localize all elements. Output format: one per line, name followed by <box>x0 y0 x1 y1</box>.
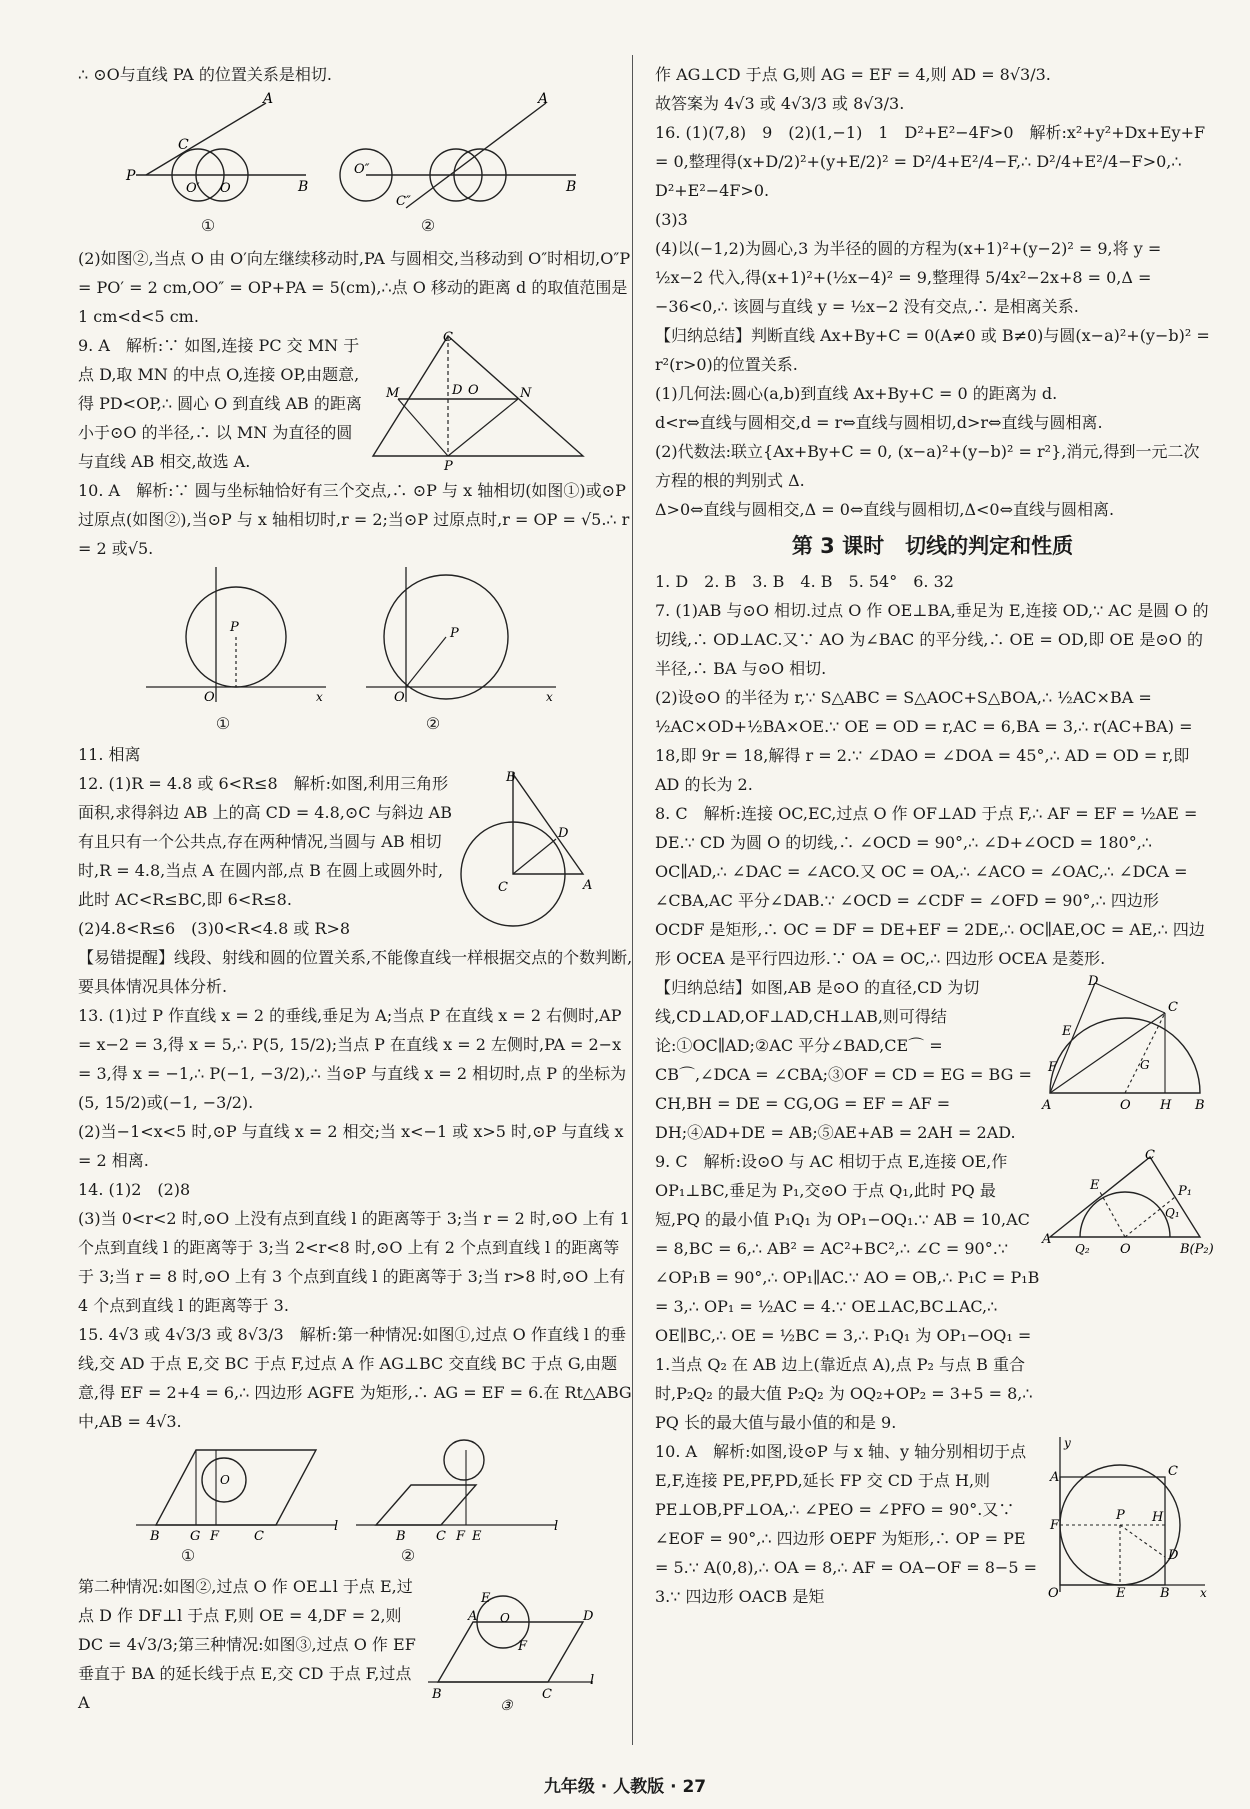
paragraph: 12. (1)R = 4.8 或 6<R≤8 解析:如图,利用三角形面积,求得斜边 AB 上的高 CD = 4.8,⊙C 与斜边 AB 有且只有一个公共点,存在两种情况,当圆与 AB 相切时,R = 4.8,当点 A 在圆内部,点 B 在圆上或圆外时,此时 AC<R≤BC,即 6<R≤8. <box>78 774 452 909</box>
svg-text:H: H <box>1160 1098 1172 1113</box>
svg-text:C: C <box>1168 1000 1178 1015</box>
svg-text:F: F <box>455 1529 465 1544</box>
svg-text:A: A <box>537 91 548 107</box>
svg-text:C: C <box>435 1529 446 1544</box>
svg-text:B(P₂): B(P₂) <box>1180 1242 1214 1257</box>
svg-text:E: E <box>471 1529 481 1544</box>
svg-text:B: B <box>565 179 576 195</box>
paragraph: 【易错提醒】线段、射线和圆的位置关系,不能像直线一样根据交点的个数判断,要具体情况具体分析. <box>78 948 633 996</box>
paragraph: (2)设⊙O 的半径为 r,∵ S△ABC = S△AOC+S△BOA,∴ ½AC×BA = ½AC×OD+½BA×OE.∵ OE = OD = r,AC = 6,BA = 3,∴ r(AC+BA) = 18,即 9r = 18,解得 r = 2.∵ ∠DAO = ∠DOA = 45°,∴ AD = OD = r,即 AD 的长为 2. <box>655 688 1193 794</box>
svg-text:O: O <box>1120 1098 1131 1113</box>
page-footer: 九年级 · 人教版 · 27 <box>543 1777 707 1797</box>
paragraph: 8. C 解析:连接 OC,EC,过点 O 作 OF⊥AD 于点 F,∴ AF = EF = ½AE = DE.∵ CD 为圆 O 的切线,∴ ∠OCD = 90°,∴ ∠D+∠OCD = 180°,∴ OC∥AD,∴ ∠DAC = ∠ACO.又 OC = OA,∴ ∠ACO = ∠OAC,∴ ∠DCA = ∠CBA,AC 平分∠DAB.∵ ∠OCD = ∠CDF = ∠OFD = 90°,∴ 四边形 OCDF 是矩形,∴ OC = DF = DE+EF = 2DE,∴ OC∥AE,OC = AE,∴ 四边形 OCEA 是平行四边形.∵ OA = OC,∴ 四边形 OCEA 是菱形. <box>655 804 1205 968</box>
paragraph: (2)当−1<x<5 时,⊙P 与直线 x = 2 相交;当 x<−1 或 x>5 时,⊙P 与直线 x = 2 相离. <box>78 1122 624 1170</box>
svg-text:A: A <box>1042 1232 1052 1247</box>
paragraph: Δ>0⇔直线与圆相交,Δ = 0⇔直线与圆相切,Δ<0⇔直线与圆相离. <box>655 500 1115 519</box>
paragraph: 10. A 解析:∵ 圆与坐标轴恰好有三个交点,∴ ⊙P 与 x 轴相切(如图①)或⊙P 过原点(如图②),当⊙P 与 x 轴相切时,r = 2;当⊙P 过原点时,r = OP = √5.∴ r = 2 或√5. <box>78 481 630 558</box>
paragraph: (4)以(−1,2)为圆心,3 为半径的圆的方程为(x+1)²+(y−2)² = 9,将 y = ½x−2 代入,得(x+1)²+(½x−4)² = 9,整理得 5/4x²−2x+8 = 0,Δ = −36<0,∴ 该圆与直线 y = ½x−2 没有交点,∴ 是相离关系. <box>655 239 1162 316</box>
svg-text:A: A <box>583 878 593 893</box>
svg-text:O: O <box>468 383 479 398</box>
svg-text:D: D <box>452 383 463 398</box>
figure-right-triangle <box>458 769 608 909</box>
svg-text:O: O <box>393 690 405 705</box>
paragraph: 1. D 2. B 3. B 4. B 5. 54° 6. 32 <box>655 572 954 591</box>
svg-text:Q₂: Q₂ <box>1075 1242 1090 1256</box>
svg-text:l: l <box>553 1519 558 1534</box>
paragraph: ∴ ⊙O与直线 PA 的位置关系是相切. <box>78 65 332 84</box>
svg-text:C: C <box>1145 1148 1155 1163</box>
svg-text:C″: C″ <box>395 194 411 209</box>
paragraph: d<r⇔直线与圆相交,d = r⇔直线与圆相切,d>r⇔直线与圆相离. <box>655 413 1103 432</box>
svg-text:O: O <box>1048 1586 1059 1601</box>
figure-circle-rect <box>1040 1436 1210 1601</box>
svg-text:O: O <box>219 181 231 196</box>
svg-text:F: F <box>1048 1060 1058 1075</box>
svg-text:y: y <box>1064 1436 1071 1450</box>
figure-number: ② <box>425 714 441 733</box>
svg-text:P: P <box>125 168 135 184</box>
left-column <box>78 60 633 1717</box>
svg-text:B: B <box>1195 1098 1205 1113</box>
summary-box: 【归纳总结】判断直线 Ax+By+C = 0(A≠0 或 B≠0)与圆(x−a)²+(y−b)² = r²(r>0)的位置关系. <box>655 326 1210 374</box>
paragraph: 15. 4√3 或 4√3/3 或 8√3/3 解析:第一种情况:如图①,过点 O 作直线 l 的垂线,交 AD 于点 E,交 BC 于点 F,过点 A 作 AG⊥BC 交直线 BC 于点 G,由题意,得 EF = 2+4 = 6,∴ 四边形 AGFE 为矩形,∴ AG = EF = 6.在 Rt△ABG 中,AB = 4√3. <box>78 1325 632 1431</box>
svg-text:C: C <box>498 880 508 895</box>
figure-triangle-mn <box>368 330 588 474</box>
paragraph: 13. (1)过 P 作直线 x = 2 的垂线,垂足为 A;当点 P 在直线 x = 2 右侧时,AP = x−2 = 3,得 x = 5,∴ P(5, 15/2);当点 P 在直线 x = 2 左侧时,PA = 2−x = 3,得 x = −1,∴ P(−1, −3/2),∴ 当⊙P 与直线 x = 2 相切时,点 P 的坐标为(5, 15/2)或(−1, −3/2). <box>78 1006 627 1112</box>
paragraph: 9. C 解析:设⊙O 与 AC 相切于点 E,连接 OE,作 OP₁⊥BC,垂足为 P₁,交⊙O 于点 Q₁,此时 PQ 最短,PQ 的最小值 P₁Q₁ 为 OP₁−OQ₁.∵ AB = 10,AC = 8,BC = 6,∴ AB² = AC²+BC²,∴ ∠C = 90°.∵ ∠OP₁B = 90°,∴ OP₁∥AC.∵ AO = OB,∴ P₁C = P₁B = 3,∴ OP₁ = ½AC = 4.∵ OE⊥AC,BC⊥AC,∴ OE∥BC,∴ OE = ½BC = 3,∴ P₁Q₁ 为 OP₁−OQ₁ = 1.当点 Q₂ 在 AB 边上(靠近点 A),点 P₂ 与点 B 重合时,P₂Q₂ 的最大值 P₂Q₂ 为 OQ₂+OP₂ = 3+5 = 8,∴ PQ 长的最大值与最小值的和是 9. <box>655 1152 1040 1432</box>
svg-text:D: D <box>1088 974 1099 989</box>
svg-text:A: A <box>262 91 273 107</box>
figure-tangent-circles <box>126 93 586 213</box>
paragraph: (2)代数法:联立{Ax+By+C = 0, (x−a)²+(y−b)² = r²},消元,得到一元二次方程的根的判别式 Δ. <box>655 442 1200 490</box>
svg-text:P: P <box>1116 1508 1125 1523</box>
svg-text:C: C <box>253 1529 264 1544</box>
svg-text:x: x <box>545 690 553 704</box>
paragraph: (3)当 0<r<2 时,⊙O 上没有点到直线 l 的距离等于 3;当 r = 2 时,⊙O 上有 1 个点到直线 l 的距离等于 3;当 2<r<8 时,⊙O 上有 2 个点到直线 l 的距离等于 3;当 r = 8 时,⊙O 上有 3 个点到直线 l 的距离等于 3;当 r>8 时,⊙O 上有 4 个点到直线 l 的距离等于 3. <box>78 1209 630 1315</box>
svg-text:B: B <box>432 1687 442 1702</box>
svg-text:N: N <box>520 386 532 401</box>
svg-text:G: G <box>1140 1058 1150 1072</box>
svg-text:Q₁: Q₁ <box>1165 1206 1180 1220</box>
svg-text:x: x <box>315 690 323 704</box>
paragraph: 9. A 解析:∵ 如图,连接 PC 交 MN 于点 D,取 MN 的中点 O,连接 OP,由题意,得 PD<OP,∴ 圆心 O 到直线 AB 的距离小于⊙O 的半径,∴ 以 MN 为直径的圆与直线 AB 相交,故选 A. <box>78 336 362 471</box>
svg-text:C: C <box>542 1687 552 1702</box>
figure-number: ① <box>180 1546 196 1565</box>
paragraph: 14. (1)2 (2)8 <box>78 1180 191 1199</box>
summary-box: 【归纳总结】如图,AB 是⊙O 的直径,CD 为切线,CD⊥AD,OF⊥AD,CH⊥AB,则可得结论:①OC∥AD;②AC 平分∠BAD,CE⌒ = CB⌒,∠DCA = ∠CBA;③OF = CD = EG = BG = CH,BH = DE = CG,OG = EF = AF = DH;④AD+DE = AB;⑤AE+AB = 2AH = 2AD. <box>655 978 1032 1142</box>
paragraph: 10. A 解析:如图,设⊙P 与 x 轴、y 轴分别相切于点 E,F,连接 PE,PF,PD,延长 FP 交 CD 于点 H,则 PE⊥OB,PF⊥OA,∴ ∠PEO = ∠PFO = 90°.又∵ ∠EOF = 90°,∴ 四边形 OEPF 为矩形,∴ OP = PE = 5.∵ A(0,8),∴ OA = 8,∴ AF = OA−OF = 8−5 = 3.∵ 四边形 OACB 是矩 <box>655 1442 1038 1606</box>
svg-text:C: C <box>443 330 453 345</box>
svg-text:D: D <box>583 1609 594 1624</box>
svg-text:B: B <box>506 770 516 785</box>
svg-text:A: A <box>468 1609 478 1624</box>
paragraph: 11. 相离 <box>78 745 141 764</box>
svg-text:E: E <box>1062 1024 1072 1039</box>
figure-number: ② <box>400 1546 416 1565</box>
paragraph: 16. (1)(7,8) 9 (2)(1,−1) 1 D²+E²−4F>0 解析:x²+y²+Dx+Ey+F = 0,整理得(x+D/2)²+(y+E/2)² = D²/4+E²/4−F,∴ D²/4+E²/4−F>0,∴ D²+E²−4F>0. <box>655 123 1206 200</box>
svg-text:E: E <box>1116 1586 1126 1601</box>
svg-text:F: F <box>1050 1518 1060 1533</box>
svg-text:F: F <box>209 1529 219 1544</box>
paragraph: (3)3 <box>655 210 688 229</box>
svg-text:O: O <box>203 690 215 705</box>
svg-text:B: B <box>395 1529 406 1544</box>
paragraph: 第二种情况:如图②,过点 O 作 OE⊥l 于点 E,过点 D 作 DF⊥l 于点 F,则 OE = 4,DF = 2,则 DC = 4√3/3;第三种情况:如图③,过点 O 作 EF 垂直于 BA 的延长线于点 E,交 CD 于点 F,过点 A <box>78 1577 416 1712</box>
figure-number: ③ <box>500 1698 513 1714</box>
svg-text:O′: O′ <box>185 181 200 196</box>
svg-text:H: H <box>1152 1510 1164 1525</box>
figure-semicircle <box>1040 973 1210 1113</box>
svg-text:B: B <box>149 1529 160 1544</box>
svg-text:P: P <box>229 620 239 635</box>
paragraph: (2)如图②,当点 O 由 O′向左继续移动时,PA 与圆相交,当移动到 O″时相切,O″P = PO′ = 2 cm,OO″ = OP+PA = 5(cm),∴点 O 移动的距离 d 的取值范围是 1 cm<d<5 cm. <box>78 249 631 326</box>
svg-text:B: B <box>1160 1586 1170 1601</box>
figure-number: ② <box>420 216 436 235</box>
svg-text:l: l <box>333 1519 338 1534</box>
svg-text:E: E <box>1090 1178 1100 1193</box>
svg-text:P₁: P₁ <box>1178 1184 1192 1199</box>
svg-text:D: D <box>558 826 569 841</box>
right-column <box>655 60 1214 1611</box>
paragraph: (2)4.8<R≤6 (3)0<R<4.8 或 R>8 <box>78 919 351 938</box>
svg-text:M: M <box>386 386 400 401</box>
svg-text:l: l <box>590 1673 595 1688</box>
paragraph: (1)几何法:圆心(a,b)到直线 Ax+By+C = 0 的距离为 d. <box>655 384 1058 403</box>
svg-text:O″: O″ <box>353 162 370 177</box>
figure-triangle-pq <box>1040 1147 1214 1267</box>
figure-number: ① <box>200 216 216 235</box>
figure-parallelograms <box>136 1440 576 1545</box>
svg-text:F: F <box>518 1639 528 1654</box>
paragraph: 7. (1)AB 与⊙O 相切.过点 O 作 OE⊥BA,垂足为 E,连接 OD,∵ AC 是圆 O 的切线,∴ OD⊥AC.又∵ AO 为∠BAC 的平分线,∴ OE = OD,即 OE 是⊙O 的半径,∴ BA 与⊙O 相切. <box>655 601 1209 678</box>
paragraph: 故答案为 4√3 或 4√3/3 或 8√3/3. <box>655 94 905 113</box>
svg-text:C: C <box>177 137 189 153</box>
figure-circle-axes <box>146 567 566 707</box>
svg-text:P: P <box>444 459 453 474</box>
svg-text:D: D <box>1168 1548 1179 1563</box>
svg-text:G: G <box>189 1529 200 1544</box>
svg-text:O: O <box>500 1611 510 1625</box>
svg-text:O: O <box>1120 1242 1131 1257</box>
svg-text:E: E <box>481 1591 491 1606</box>
figure-number: ① <box>215 714 231 733</box>
svg-text:C: C <box>1168 1464 1178 1479</box>
figure-parallelogram-3 <box>418 1572 608 1712</box>
svg-text:O: O <box>219 1473 230 1487</box>
svg-text:A: A <box>1042 1098 1052 1113</box>
section-title: 第 3 课时 切线的判定和性质 <box>791 534 1074 558</box>
svg-text:P: P <box>449 626 459 641</box>
paragraph: 作 AG⊥CD 于点 G,则 AG = EF = 4,则 AD = 8√3/3. <box>655 65 1051 84</box>
svg-text:B: B <box>297 179 308 195</box>
svg-text:x: x <box>1200 1586 1207 1600</box>
svg-text:A: A <box>1050 1470 1060 1485</box>
